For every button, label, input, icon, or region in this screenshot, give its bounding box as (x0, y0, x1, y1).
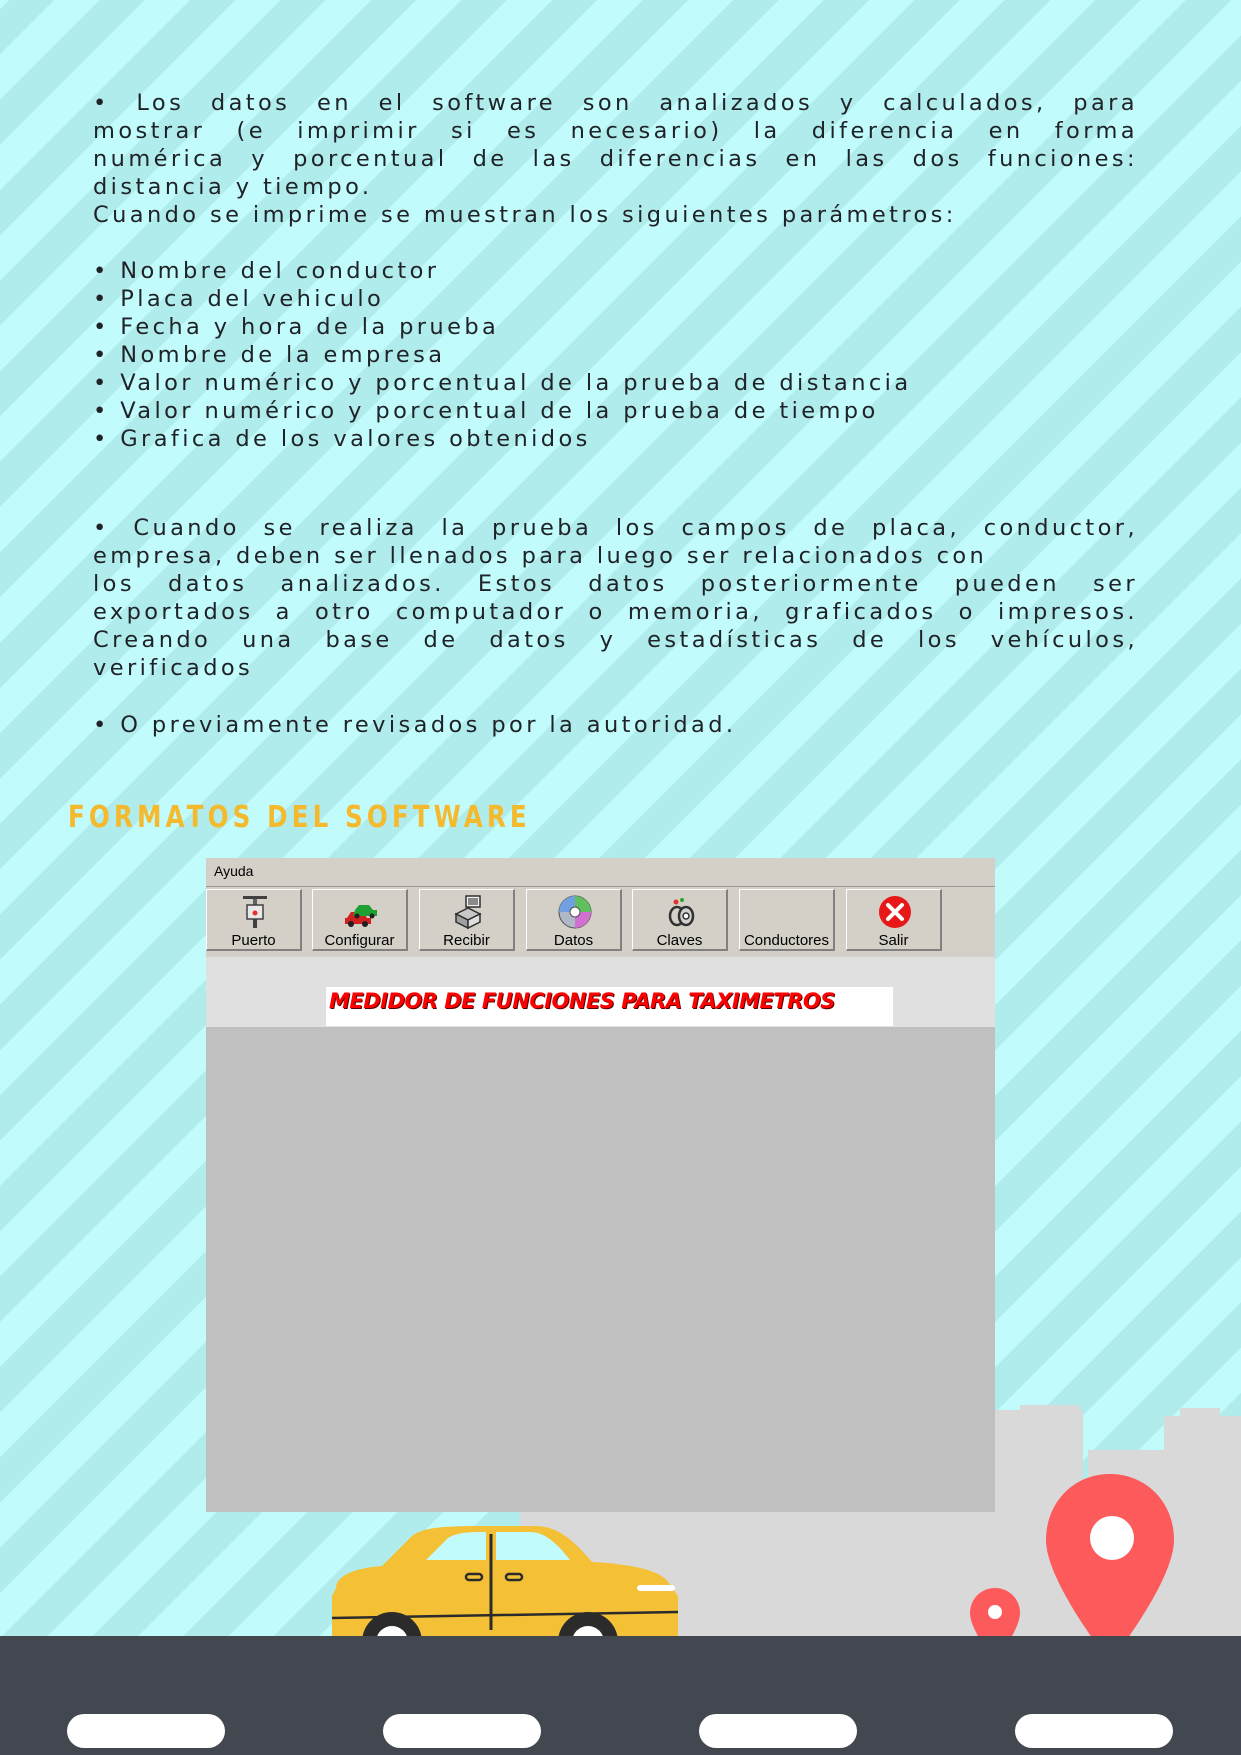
exit-x-icon (877, 894, 913, 930)
keys-button-label: Claves (656, 932, 703, 949)
test-paragraph (93, 514, 1138, 682)
text-line: • O previamente revisados por la autoridad. (93, 712, 737, 738)
authority-paragraph (93, 711, 1138, 739)
toolbar (206, 887, 995, 957)
port-button-label: Puerto (231, 932, 276, 949)
exit-button-label: Salir (878, 932, 909, 949)
drivers-button[interactable] (739, 889, 835, 951)
menu-bar (206, 858, 995, 887)
port-button[interactable] (206, 889, 302, 951)
text-line: numérica y porcentual de las diferencias en las dos funciones: (93, 146, 1138, 172)
configure-button[interactable] (312, 889, 408, 951)
text-line: verificados (93, 655, 254, 681)
text-line: distancia y tiempo. (93, 174, 373, 200)
list-item: • Nombre de la empresa (93, 342, 446, 368)
road-lane-marking (699, 1714, 857, 1748)
text-line: los datos analizados. Estos datos posteriormente pueden ser (93, 571, 1138, 597)
drivers-button-label: Conductores (743, 932, 830, 949)
road-lane-marking (67, 1714, 225, 1748)
exit-button[interactable] (846, 889, 942, 951)
computer-receive-icon (450, 894, 486, 930)
configure-button-label: Configurar (324, 932, 395, 949)
app-title: MEDIDOR DE FUNCIONES PARA TAXIMETROS (326, 987, 893, 1026)
road-lane-marking (1015, 1714, 1173, 1748)
text-line: Cuando se imprime se muestran los siguientes parámetros: (93, 202, 957, 228)
text-line: • Los datos en el software son analizados y calculados, para (93, 90, 1138, 116)
text-line: • Cuando se realiza la prueba los campos de placa, conductor, (93, 515, 1138, 541)
data-button[interactable] (526, 889, 622, 951)
keys-icon (663, 894, 699, 930)
text-line: Creando una base de datos y estadísticas de los vehículos, (93, 627, 1138, 653)
cd-disc-icon (557, 894, 593, 930)
intro-paragraph (93, 89, 1138, 229)
taxi-car-icon (330, 1526, 680, 1641)
list-item: • Nombre del conductor (93, 258, 440, 284)
port-connector-icon (237, 894, 273, 930)
road-lane-marking (383, 1714, 541, 1748)
app-header (206, 957, 995, 1027)
text-line: empresa, deben ser llenados para luego ser relacionados con (93, 543, 988, 569)
app-content-area (206, 1027, 995, 1512)
receive-button[interactable] (419, 889, 515, 951)
section-title: FORMATOS DEL SOFTWARE (68, 800, 531, 835)
text-line: exportados a otro computador o memoria, graficados o impresos. (93, 599, 1138, 625)
list-item: • Valor numérico y porcentual de la prueba de distancia (93, 370, 912, 396)
list-item: • Valor numérico y porcentual de la prueba de tiempo (93, 398, 879, 424)
text-line: mostrar (e imprimir si es necesario) la diferencia en forma (93, 118, 1138, 144)
keys-button[interactable] (632, 889, 728, 951)
receive-button-label: Recibir (443, 932, 490, 949)
list-item: • Fecha y hora de la prueba (93, 314, 500, 340)
menu-help[interactable]: Ayuda (214, 863, 254, 879)
list-item: • Placa del vehiculo (93, 286, 385, 312)
cars-icon (343, 894, 379, 930)
software-window (206, 858, 995, 1512)
list-item: • Grafica de los valores obtenidos (93, 426, 591, 452)
data-button-label: Datos (553, 932, 594, 949)
parameter-list (93, 257, 1138, 453)
